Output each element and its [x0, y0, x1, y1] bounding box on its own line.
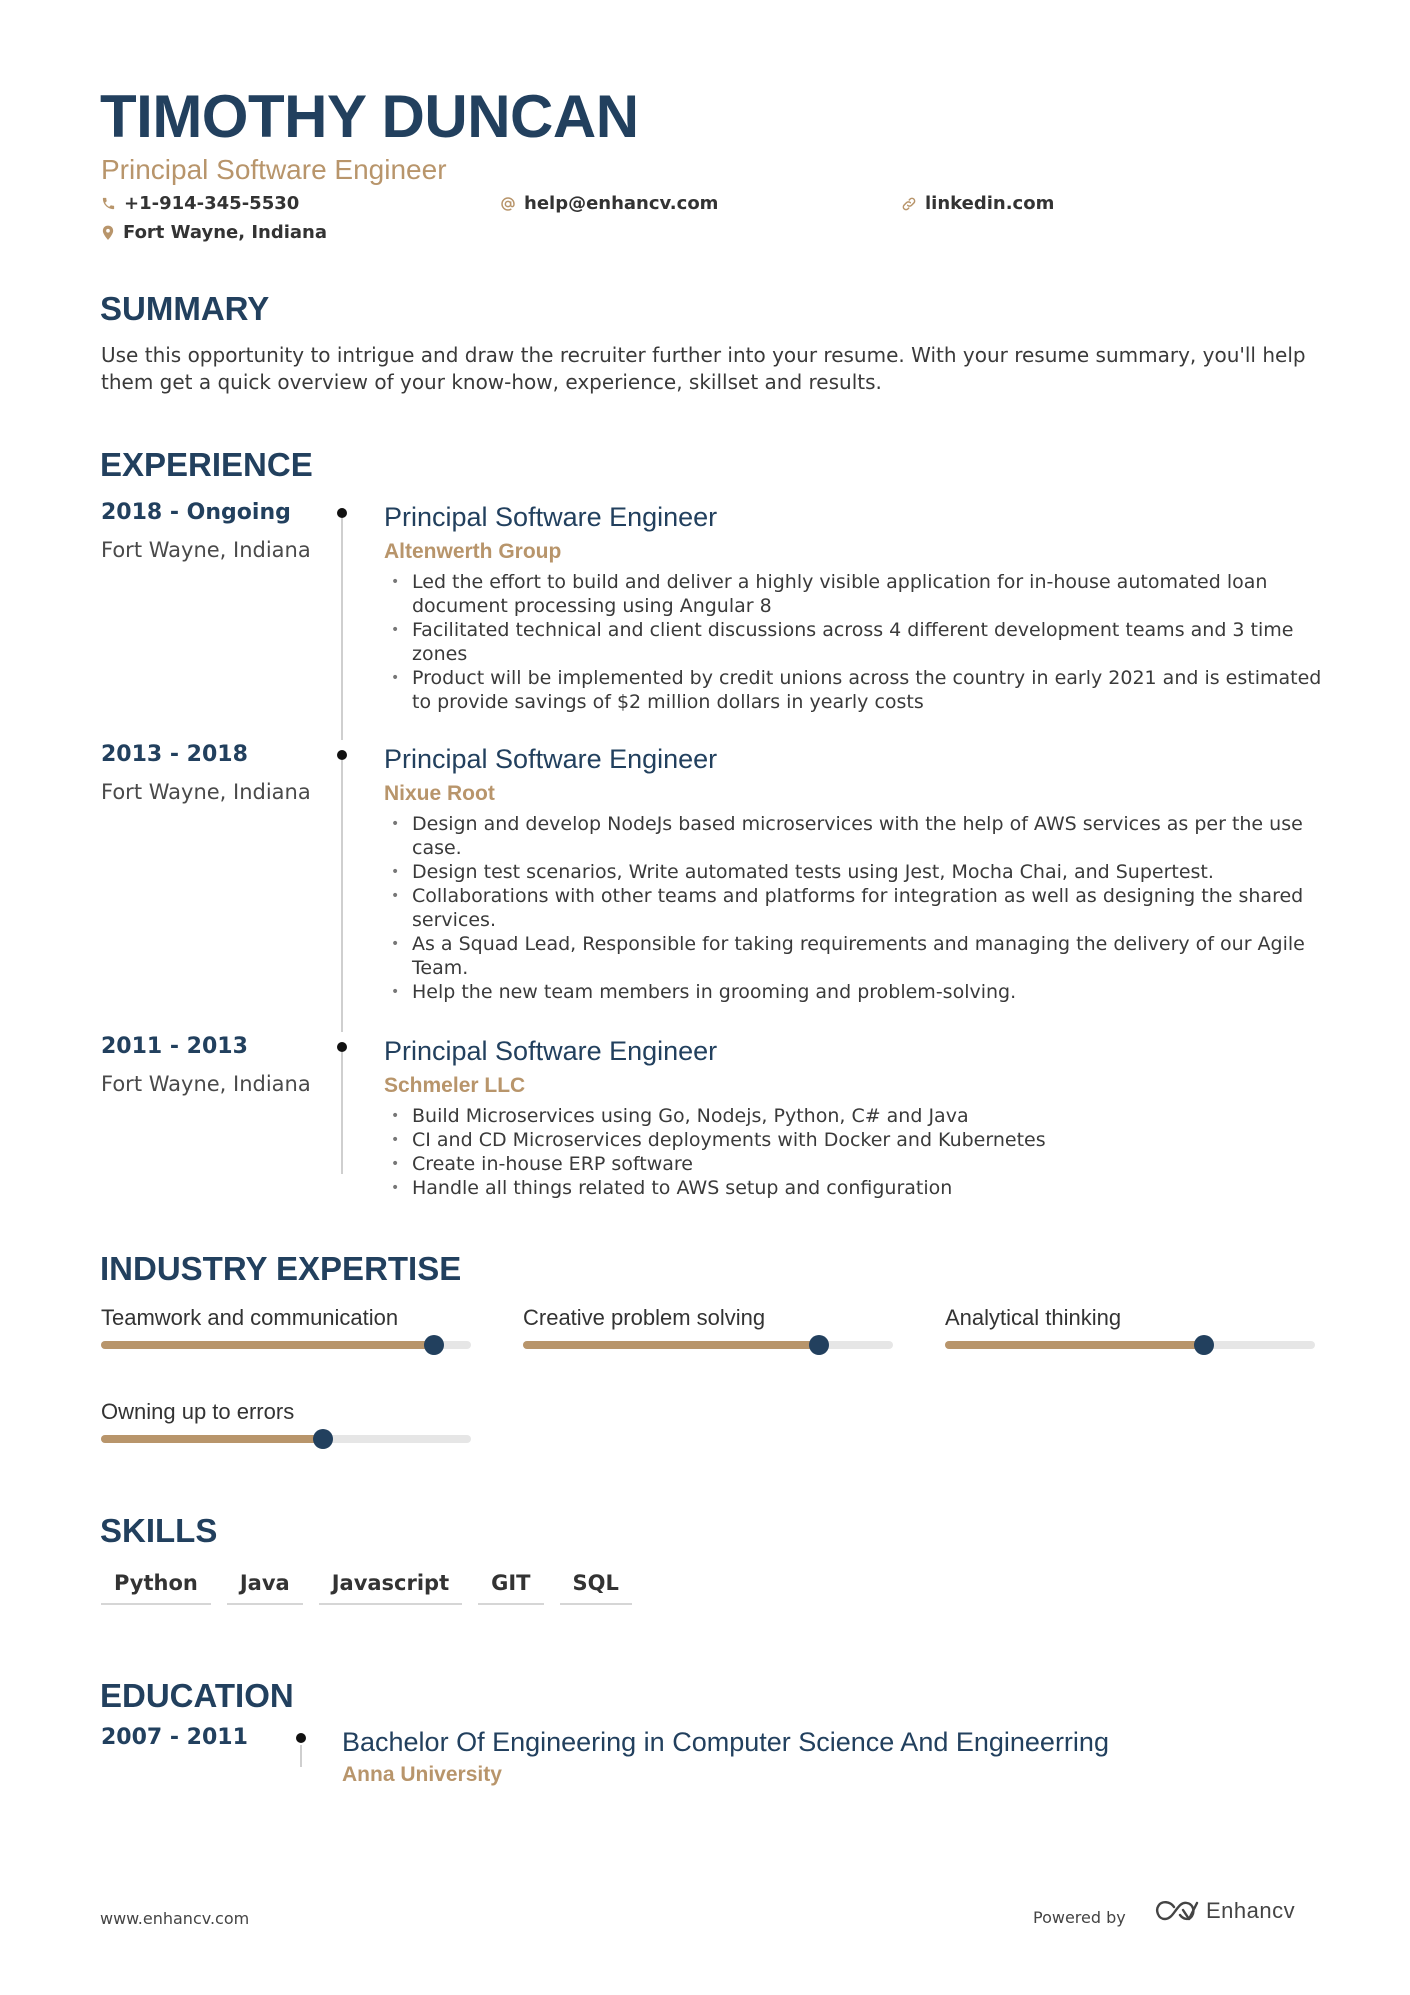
timeline-line	[341, 518, 343, 740]
experience-bullet: • Design test scenarios, Write automated tests using Jest, Mocha Chai, and Supertest.	[384, 860, 1324, 884]
experience-bullet: • Product will be implemented by credit unions across the country in early 2021 and is estimated to provide savings of $2 million dollars in yearly costs	[384, 666, 1324, 714]
skill-tag: Python	[101, 1567, 211, 1605]
experience-location: Fort Wayne, Indiana	[101, 780, 311, 804]
contact-phone-text: +1-914-345-5530	[124, 193, 300, 214]
contact-linkedin-text: linkedin.com	[925, 193, 1055, 214]
timeline-line	[300, 1745, 302, 1767]
experience-role: Principal Software Engineer	[384, 502, 718, 532]
expertise-track	[101, 1341, 471, 1349]
education-dates: 2007 - 2011	[101, 1725, 248, 1750]
footer-powered-by: Powered by	[1033, 1908, 1126, 1927]
experience-bullet: • Design and develop NodeJs based microservices with the help of AWS services as per the use case.	[384, 812, 1324, 860]
expertise-fill	[523, 1341, 819, 1349]
enhancv-brand-text: Enhancv	[1206, 1898, 1296, 1923]
experience-location: Fort Wayne, Indiana	[101, 538, 311, 562]
at-icon	[500, 196, 516, 212]
footer-website-link[interactable]: www.enhancv.com	[100, 1909, 250, 1928]
expertise-fill	[101, 1341, 434, 1349]
expertise-fill	[101, 1435, 323, 1443]
timeline-dot	[337, 1042, 347, 1052]
timeline-dot	[337, 508, 347, 518]
timeline-dot	[337, 750, 347, 760]
experience-bullet: • Create in-house ERP software	[384, 1152, 1324, 1176]
experience-bullet: • Facilitated technical and client discussions across 4 different development teams and 3 time zones	[384, 618, 1324, 666]
experience-company: Schmeler LLC	[384, 1074, 526, 1097]
candidate-title: Principal Software Engineer	[101, 154, 447, 185]
experience-bullet: • Collaborations with other teams and platforms for integration as well as designing the shared services.	[384, 884, 1324, 932]
contact-location-text: Fort Wayne, Indiana	[123, 222, 328, 243]
expertise-knob	[1194, 1335, 1214, 1355]
experience-dates: 2018 - Ongoing	[101, 500, 291, 525]
experience-bullet: • Handle all things related to AWS setup and configuration	[384, 1176, 1324, 1200]
experience-bullet: • CI and CD Microservices deployments with Docker and Kubernetes	[384, 1128, 1324, 1152]
education-heading: EDUCATION	[100, 1677, 294, 1714]
expertise-label: Teamwork and communication	[101, 1305, 399, 1330]
contact-linkedin[interactable]	[901, 193, 1054, 214]
expertise-track	[523, 1341, 893, 1349]
phone-icon	[101, 196, 116, 211]
expertise-fill	[945, 1341, 1204, 1349]
contact-email[interactable]	[500, 193, 718, 214]
industry-expertise-heading: INDUSTRY EXPERTISE	[100, 1250, 462, 1287]
experience-company: Altenwerth Group	[384, 540, 562, 563]
candidate-name: TIMOTHY DUNCAN	[100, 83, 639, 150]
education-school: Anna University	[342, 1763, 502, 1786]
skills-heading: SKILLS	[100, 1512, 218, 1549]
timeline-dot	[296, 1733, 306, 1743]
contact-phone[interactable]	[101, 193, 299, 214]
expertise-label: Owning up to errors	[101, 1399, 295, 1424]
expertise-knob	[424, 1335, 444, 1355]
expertise-label: Analytical thinking	[945, 1305, 1122, 1330]
experience-bullet: • Led the effort to build and deliver a highly visible application for in-house automated loan document processing using Angular 8	[384, 570, 1324, 618]
experience-bullets	[384, 570, 1324, 714]
location-pin-icon	[101, 225, 115, 241]
experience-bullet: • As a Squad Lead, Responsible for taking requirements and managing the delivery of our Agile Team.	[384, 932, 1324, 980]
link-icon	[901, 196, 917, 212]
timeline-line	[341, 1052, 343, 1174]
contact-email-text: help@enhancv.com	[524, 193, 719, 214]
experience-role: Principal Software Engineer	[384, 1036, 718, 1066]
experience-bullet: • Build Microservices using Go, Nodejs, Python, C# and Java	[384, 1104, 1324, 1128]
experience-bullets	[384, 1104, 1324, 1200]
skill-tag: Java	[227, 1567, 303, 1605]
experience-heading: EXPERIENCE	[100, 446, 313, 483]
experience-bullets	[384, 812, 1324, 1004]
skills-list	[101, 1567, 632, 1605]
contact-location	[101, 222, 327, 243]
expertise-knob	[313, 1429, 333, 1449]
timeline-line	[341, 760, 343, 1032]
enhancv-logo[interactable]	[1152, 1898, 1295, 1924]
skill-tag: GIT	[478, 1567, 543, 1605]
expertise-track	[945, 1341, 1315, 1349]
expertise-track	[101, 1435, 471, 1443]
expertise-label: Creative problem solving	[523, 1305, 766, 1330]
summary-text: Use this opportunity to intrigue and draw the recruiter further into your resume. With your resume summary, you'll help them get a quick overview of your know-how, experience, skillset and results.	[101, 343, 1306, 394]
expertise-knob	[809, 1335, 829, 1355]
experience-dates: 2013 - 2018	[101, 742, 248, 767]
skill-tag: SQL	[560, 1567, 632, 1605]
experience-role: Principal Software Engineer	[384, 744, 718, 774]
experience-location: Fort Wayne, Indiana	[101, 1072, 311, 1096]
education-degree: Bachelor Of Engineering in Computer Science And Engineerring	[342, 1727, 1109, 1757]
experience-dates: 2011 - 2013	[101, 1034, 248, 1059]
skill-tag: Javascript	[319, 1567, 462, 1605]
summary-heading: SUMMARY	[100, 290, 270, 327]
enhancv-logo-icon	[1152, 1898, 1200, 1924]
experience-company: Nixue Root	[384, 782, 495, 805]
experience-bullet: • Help the new team members in grooming and problem-solving.	[384, 980, 1324, 1004]
